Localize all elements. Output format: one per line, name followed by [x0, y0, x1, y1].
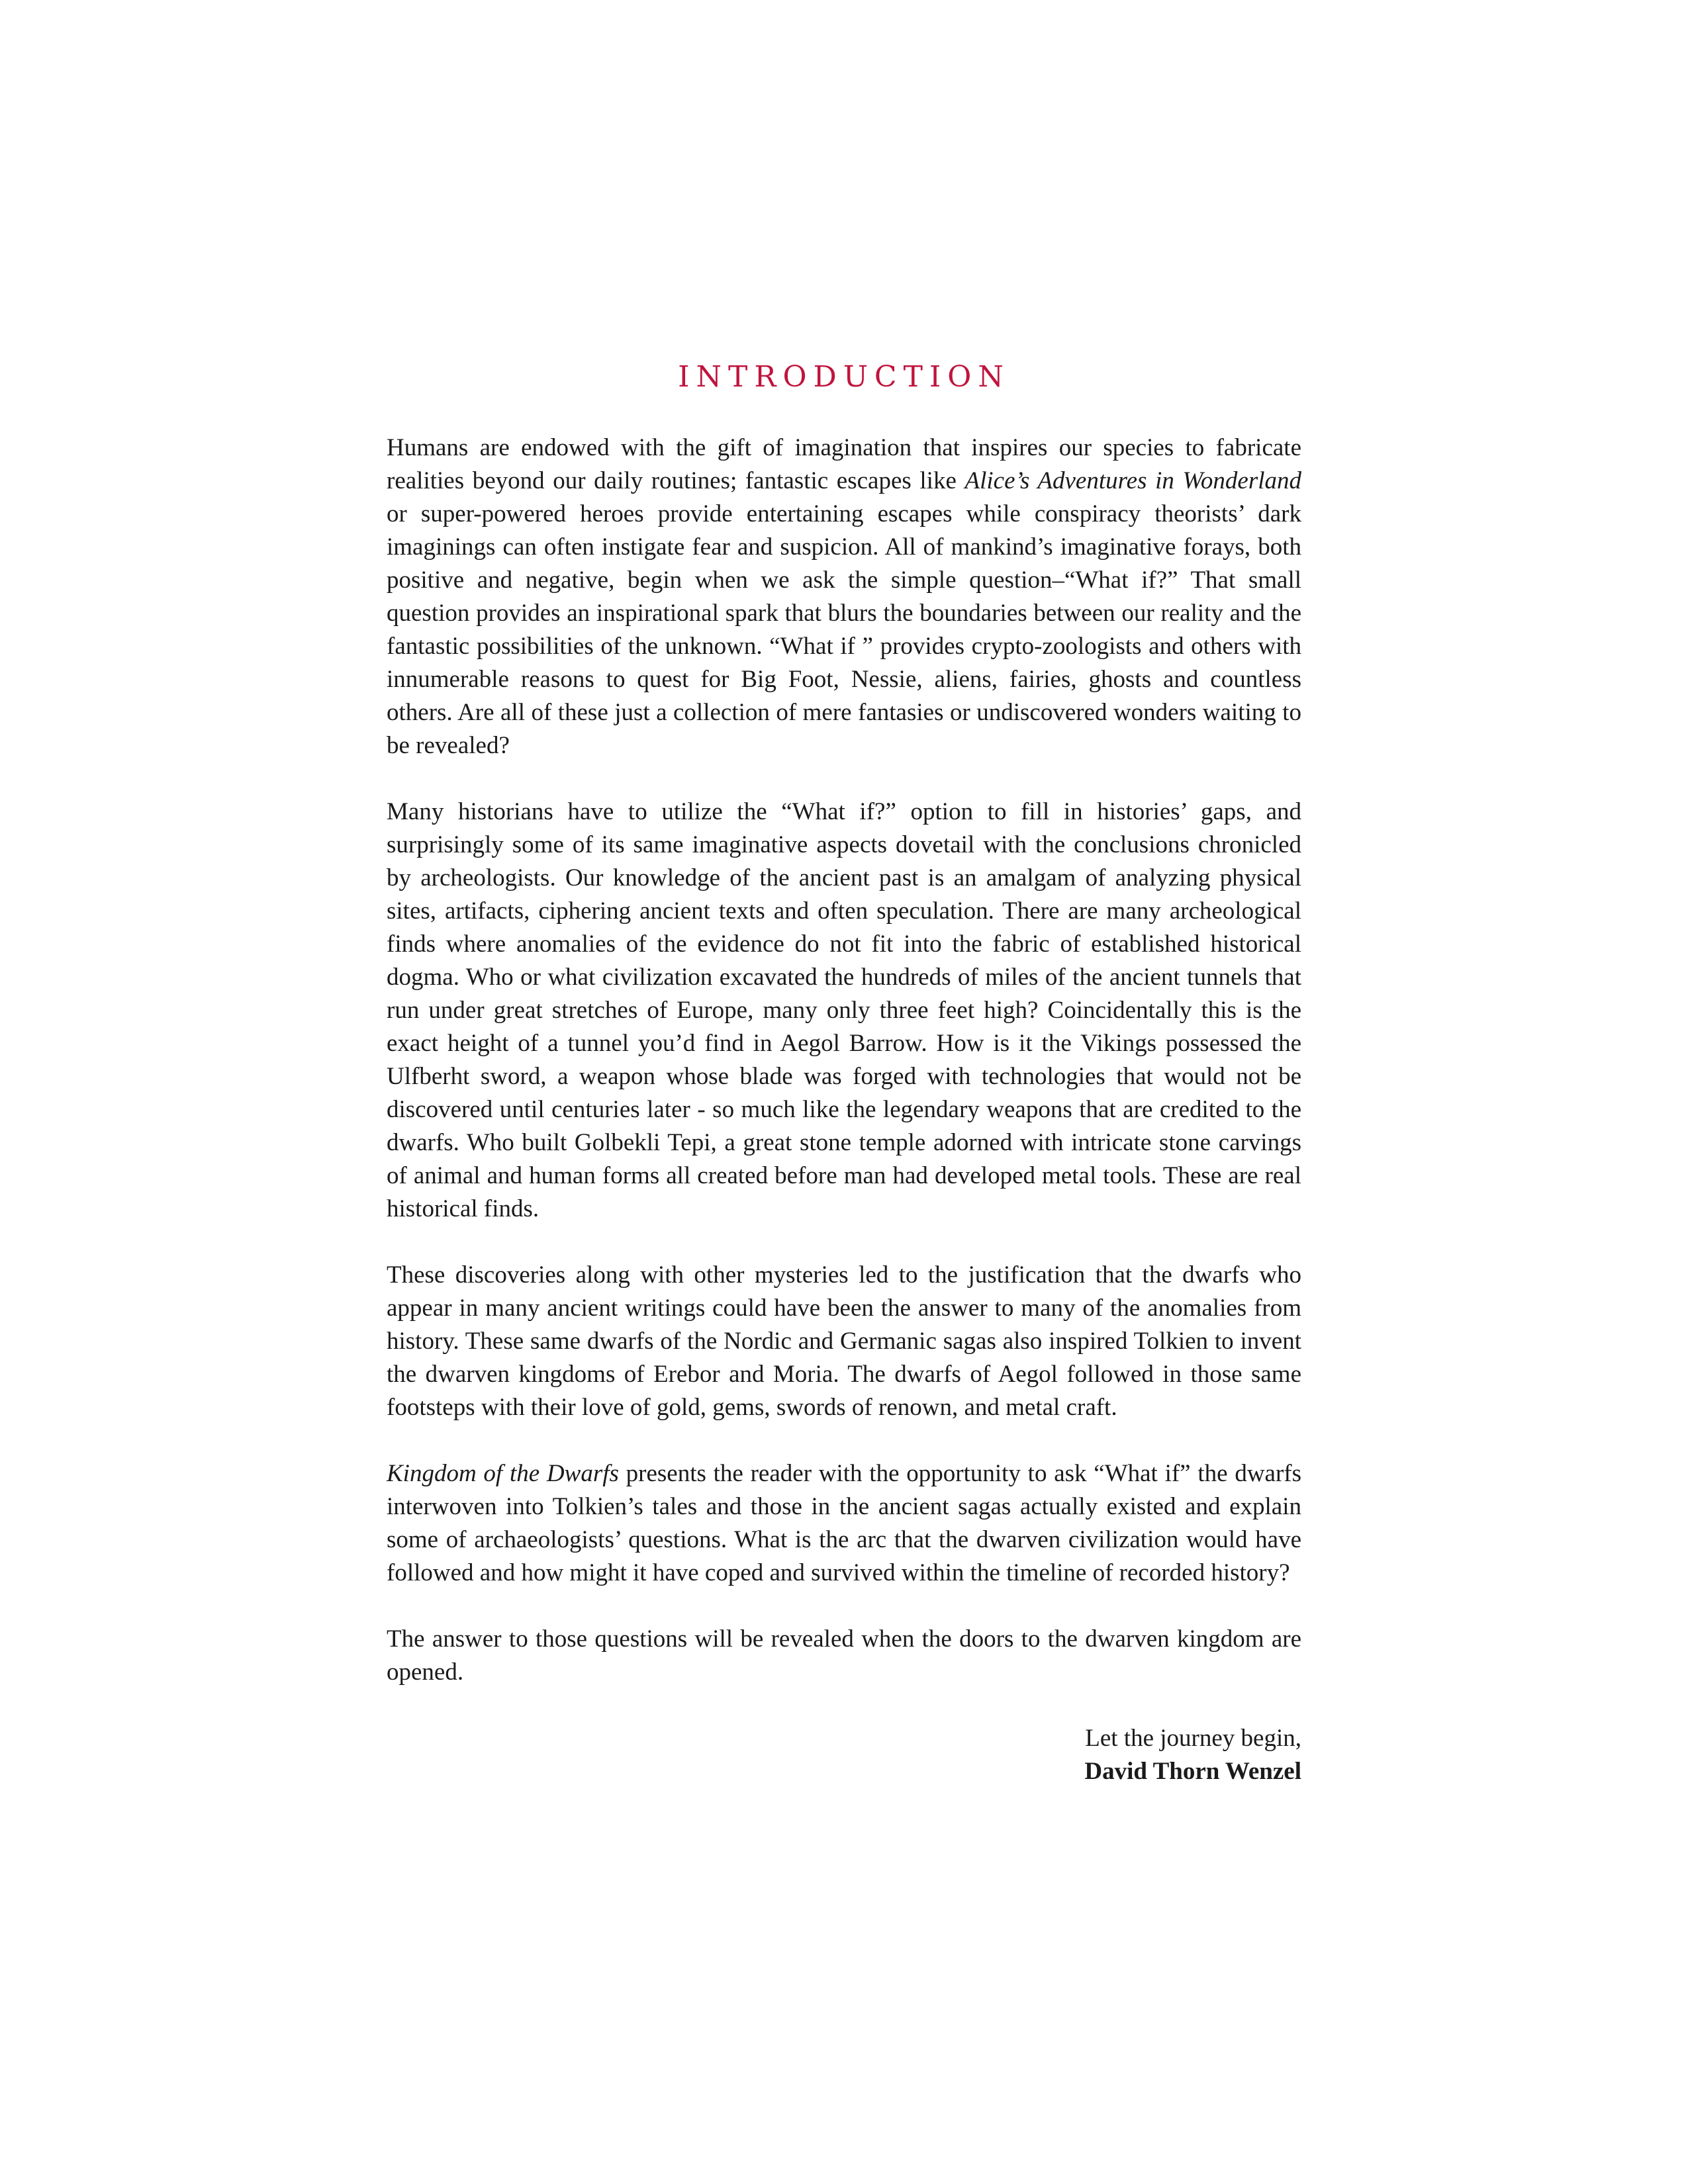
paragraph-4-text: presents the reader with the opportunity to ask “What if” the dwarfs interwoven into Tolkien’s tales and those in the ancient sagas actually existed and explain some of archaeologists’ questions. What is the arc that the dwarven civilization would have followed and how might it have coped and survived within the timeline of recorded history?: [387, 1460, 1301, 1586]
paragraph-5: The answer to those questions will be revealed when the doors to the dwarven kingdom are opened.: [387, 1625, 1301, 1686]
closing-line: Let the journey begin,: [1085, 1725, 1301, 1752]
paragraph-1: [387, 432, 1301, 762]
paragraph-1-text-a: Humans are endowed with the gift of imagination that inspires our species to fabricate realities beyond our daily routines; fantastic escapes like: [387, 434, 1301, 494]
paragraph-4: [387, 1457, 1301, 1590]
page-title: INTRODUCTION: [678, 360, 1010, 394]
paragraph-1-text-b: or super-powered heroes provide entertaining escapes while conspiracy theorists’ dark imaginings can often instigate fear and suspicion. All of mankind’s imaginative forays, both positive and negative, begin when we ask the simple question–“What if?” That small question provides an inspirational spark that blurs the boundaries between our reality and the fantastic possibilities of the unknown. “What if ” provides crypto-zoologists and others with innumerable reasons to quest for Big Foot, Nessie, aliens, fairies, ghosts and countless others. Are all of these just a collection of mere fantasies or undiscovered wonders waiting to be revealed?: [387, 500, 1301, 759]
book-title-kingdom: Kingdom of the Dwarfs: [387, 1460, 619, 1487]
signature-block: [387, 1722, 1301, 1788]
paragraph-3: These discoveries along with other mysteries led to the justification that the dwarfs who appear in many ancient writings could have been the answer to many of the anomalies from history. These same dwarfs of the Nordic and Germanic sagas also inspired Tolkien to invent the dwarven kingdoms of Erebor and Moria. The dwarfs of Aegol followed in those same footsteps with their love of gold, gems, swords of renown, and metal craft.: [387, 1261, 1301, 1421]
book-title-alice: Alice’s Adventures in Wonderland: [964, 467, 1301, 494]
author-name: David Thorn Wenzel: [1084, 1758, 1301, 1785]
body-text: [387, 432, 1301, 1788]
paragraph-2: Many historians have to utilize the “What if?” option to fill in histories’ gaps, and surprisingly some of its same imaginative aspects dovetail with the conclusions chronicled by archeologists. Our knowledge of the ancient past is an amalgam of analyzing physical sites, artifacts, ciphering ancient texts and often speculation. There are many archeological finds where anomalies of the evidence do not fit into the fabric of established historical dogma. Who or what civilization excavated the hundreds of miles of the ancient tunnels that run under great stretches of Europe, many only three feet high? Coincidentally this is the exact height of a tunnel you’d find in Aegol Barrow. How is it the Vikings possessed the Ulfberht sword, a weapon whose blade was forged with technologies that would not be discovered until centuries later - so much like the legendary weapons that are credited to the dwarfs. Who built Golbekli Tepi, a great stone temple adorned with intricate stone carvings of animal and human forms all created before man had developed metal tools. These are real historical finds.: [387, 798, 1301, 1222]
